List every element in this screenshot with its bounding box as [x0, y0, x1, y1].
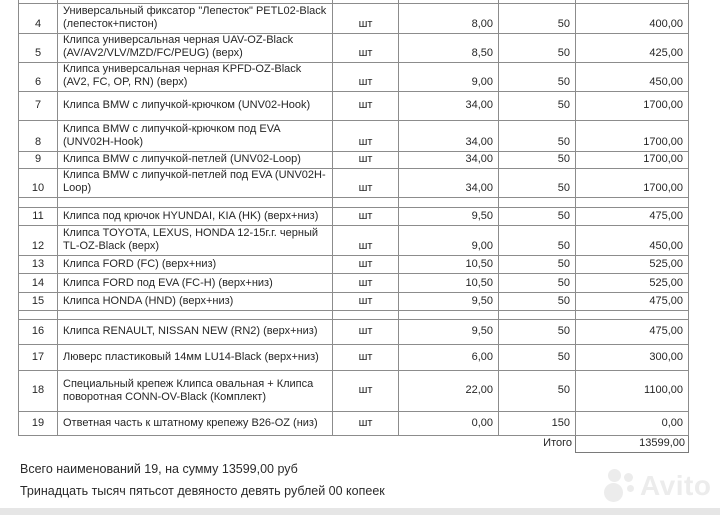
item-name-cell: Клипса универсальная черная UAV-OZ-Black (AV/AV2/VLV/MZD/FC/PEUG) (верх) — [58, 34, 333, 63]
avito-logo-icon — [604, 468, 638, 504]
item-row — [19, 412, 689, 436]
item-qty-cell: 50 — [499, 274, 576, 293]
item-num-cell: 9 — [19, 152, 58, 169]
item-unit-cell: шт — [333, 152, 399, 169]
item-name-cell: Люверс пластиковый 14мм LU14-Black (верх+низ) — [58, 345, 333, 371]
items-table-wrap — [18, 0, 689, 453]
item-num-cell: 12 — [19, 226, 58, 256]
item-name-cell: Клипса универсальная черная KPFD-OZ-Black (AV2, FC, OP, RN) (верх) — [58, 63, 333, 92]
summary-amount-in-words: Тринадцать тысяч пятьсот девяносто девять рублей 00 копеек — [20, 484, 385, 498]
items-table — [18, 0, 689, 453]
item-num-cell: 4 — [19, 4, 58, 34]
item-name-cell: Ответная часть к штатному крепежу B26-OZ (низ) — [58, 412, 333, 436]
item-unit-cell: шт — [333, 169, 399, 198]
item-num-cell: 7 — [19, 92, 58, 121]
item-qty-cell: 50 — [499, 63, 576, 92]
item-unit-cell: шт — [333, 121, 399, 152]
item-unit-cell: шт — [333, 4, 399, 34]
item-total-cell: 1700,00 — [576, 169, 689, 198]
item-price-cell: 34,00 — [399, 152, 499, 169]
item-qty-cell: 50 — [499, 92, 576, 121]
item-row — [19, 34, 689, 63]
empty-cell — [399, 311, 499, 320]
item-total-cell: 475,00 — [576, 293, 689, 311]
item-price-cell: 22,00 — [399, 371, 499, 412]
item-num-cell: 8 — [19, 121, 58, 152]
item-unit-cell: шт — [333, 34, 399, 63]
item-name-cell: Клипса BMW с липучкой-крючком (UNV02-Hook) — [58, 92, 333, 121]
item-unit-cell: шт — [333, 63, 399, 92]
item-qty-cell: 50 — [499, 152, 576, 169]
item-price-cell: 6,00 — [399, 345, 499, 371]
item-qty-cell: 50 — [499, 121, 576, 152]
item-name-cell: Специальный крепеж Клипса овальная + Клипса поворотная CONN-OV-Black (Комплект) — [58, 371, 333, 412]
item-row — [19, 169, 689, 198]
item-name-cell: Клипса HONDA (HND) (верх+низ) — [58, 293, 333, 311]
item-qty-cell: 50 — [499, 371, 576, 412]
item-price-cell: 9,00 — [399, 226, 499, 256]
empty-cell — [58, 198, 333, 208]
item-price-cell: 34,00 — [399, 92, 499, 121]
item-unit-cell: шт — [333, 208, 399, 226]
item-price-cell: 34,00 — [399, 121, 499, 152]
item-price-cell: 8,00 — [399, 4, 499, 34]
item-total-cell: 400,00 — [576, 4, 689, 34]
item-unit-cell: шт — [333, 256, 399, 274]
item-row — [19, 293, 689, 311]
bottom-edge-strip — [0, 508, 720, 515]
item-unit-cell: шт — [333, 293, 399, 311]
item-row — [19, 63, 689, 92]
item-qty-cell: 50 — [499, 169, 576, 198]
item-num-cell: 17 — [19, 345, 58, 371]
item-row — [19, 208, 689, 226]
item-name-cell: Универсальный фиксатор "Лепесток" PETL02-Black (лепесток+пистон) — [58, 4, 333, 34]
item-unit-cell: шт — [333, 320, 399, 345]
total-value: 13599,00 — [576, 436, 689, 453]
item-price-cell: 0,00 — [399, 412, 499, 436]
item-name-cell: Клипса под крючок HYUNDAI, KIA (HK) (верх+низ) — [58, 208, 333, 226]
spacer-row — [19, 311, 689, 320]
empty-cell — [333, 311, 399, 320]
item-price-cell: 34,00 — [399, 169, 499, 198]
avito-watermark — [604, 468, 711, 504]
item-total-cell: 1100,00 — [576, 371, 689, 412]
item-num-cell: 11 — [19, 208, 58, 226]
summary-block — [20, 458, 385, 502]
item-row — [19, 345, 689, 371]
item-total-cell: 475,00 — [576, 208, 689, 226]
item-unit-cell: шт — [333, 371, 399, 412]
item-name-cell: Клипса BMW с липучкой-крючком под EVA (UNV02H-Hook) — [58, 121, 333, 152]
item-qty-cell: 50 — [499, 208, 576, 226]
item-row — [19, 274, 689, 293]
empty-cell — [19, 198, 58, 208]
empty-cell — [499, 198, 576, 208]
item-row — [19, 121, 689, 152]
item-price-cell: 9,00 — [399, 63, 499, 92]
item-unit-cell: шт — [333, 226, 399, 256]
item-num-cell: 18 — [19, 371, 58, 412]
item-total-cell: 450,00 — [576, 63, 689, 92]
empty-cell — [576, 311, 689, 320]
item-qty-cell: 50 — [499, 293, 576, 311]
item-total-cell: 450,00 — [576, 226, 689, 256]
item-total-cell: 425,00 — [576, 34, 689, 63]
item-row — [19, 152, 689, 169]
item-name-cell: Клипса BMW с липучкой-петлей (UNV02-Loop) — [58, 152, 333, 169]
empty-cell — [333, 198, 399, 208]
item-row — [19, 92, 689, 121]
item-name-cell: Клипса BMW с липучкой-петлей под EVA (UNV02H-Loop) — [58, 169, 333, 198]
item-qty-cell: 50 — [499, 345, 576, 371]
item-name-cell: Клипса FORD (FC) (верх+низ) — [58, 256, 333, 274]
item-num-cell: 13 — [19, 256, 58, 274]
item-total-cell: 1700,00 — [576, 152, 689, 169]
item-row — [19, 256, 689, 274]
item-qty-cell: 50 — [499, 34, 576, 63]
item-name-cell: Клипса FORD под EVA (FC-H) (верх+низ) — [58, 274, 333, 293]
empty-cell — [19, 311, 58, 320]
item-price-cell: 9,50 — [399, 208, 499, 226]
empty-cell — [399, 198, 499, 208]
empty-cell — [576, 198, 689, 208]
item-total-cell: 475,00 — [576, 320, 689, 345]
item-unit-cell: шт — [333, 274, 399, 293]
items-table-body — [19, 0, 689, 453]
item-price-cell: 9,50 — [399, 320, 499, 345]
item-unit-cell: шт — [333, 92, 399, 121]
item-num-cell: 19 — [19, 412, 58, 436]
avito-watermark-text: Avito — [640, 470, 712, 501]
item-row — [19, 4, 689, 34]
item-num-cell: 16 — [19, 320, 58, 345]
item-unit-cell: шт — [333, 345, 399, 371]
item-row — [19, 371, 689, 412]
item-name-cell: Клипса RENAULT, NISSAN NEW (RN2) (верх+низ) — [58, 320, 333, 345]
item-num-cell: 14 — [19, 274, 58, 293]
empty-cell — [58, 311, 333, 320]
total-row — [19, 436, 689, 453]
item-unit-cell: шт — [333, 412, 399, 436]
item-total-cell: 0,00 — [576, 412, 689, 436]
item-num-cell: 10 — [19, 169, 58, 198]
item-row — [19, 320, 689, 345]
item-total-cell: 1700,00 — [576, 121, 689, 152]
summary-total-line: Всего наименований 19, на сумму 13599,00 руб — [20, 462, 298, 476]
item-price-cell: 8,50 — [399, 34, 499, 63]
item-name-cell: Клипса TOYOTA, LEXUS, HONDA 12-15г.г. черный TL-OZ-Black (верх) — [58, 226, 333, 256]
spacer-row — [19, 198, 689, 208]
item-qty-cell: 50 — [499, 4, 576, 34]
item-total-cell: 1700,00 — [576, 92, 689, 121]
total-label: Итого — [543, 436, 572, 449]
item-num-cell: 15 — [19, 293, 58, 311]
item-total-cell: 525,00 — [576, 256, 689, 274]
empty-cell — [499, 311, 576, 320]
item-num-cell: 6 — [19, 63, 58, 92]
item-row — [19, 226, 689, 256]
item-total-cell: 525,00 — [576, 274, 689, 293]
item-price-cell: 10,50 — [399, 274, 499, 293]
item-qty-cell: 50 — [499, 320, 576, 345]
item-qty-cell: 150 — [499, 412, 576, 436]
item-total-cell: 300,00 — [576, 345, 689, 371]
item-qty-cell: 50 — [499, 256, 576, 274]
item-qty-cell: 50 — [499, 226, 576, 256]
item-num-cell: 5 — [19, 34, 58, 63]
item-price-cell: 10,50 — [399, 256, 499, 274]
item-price-cell: 9,50 — [399, 293, 499, 311]
